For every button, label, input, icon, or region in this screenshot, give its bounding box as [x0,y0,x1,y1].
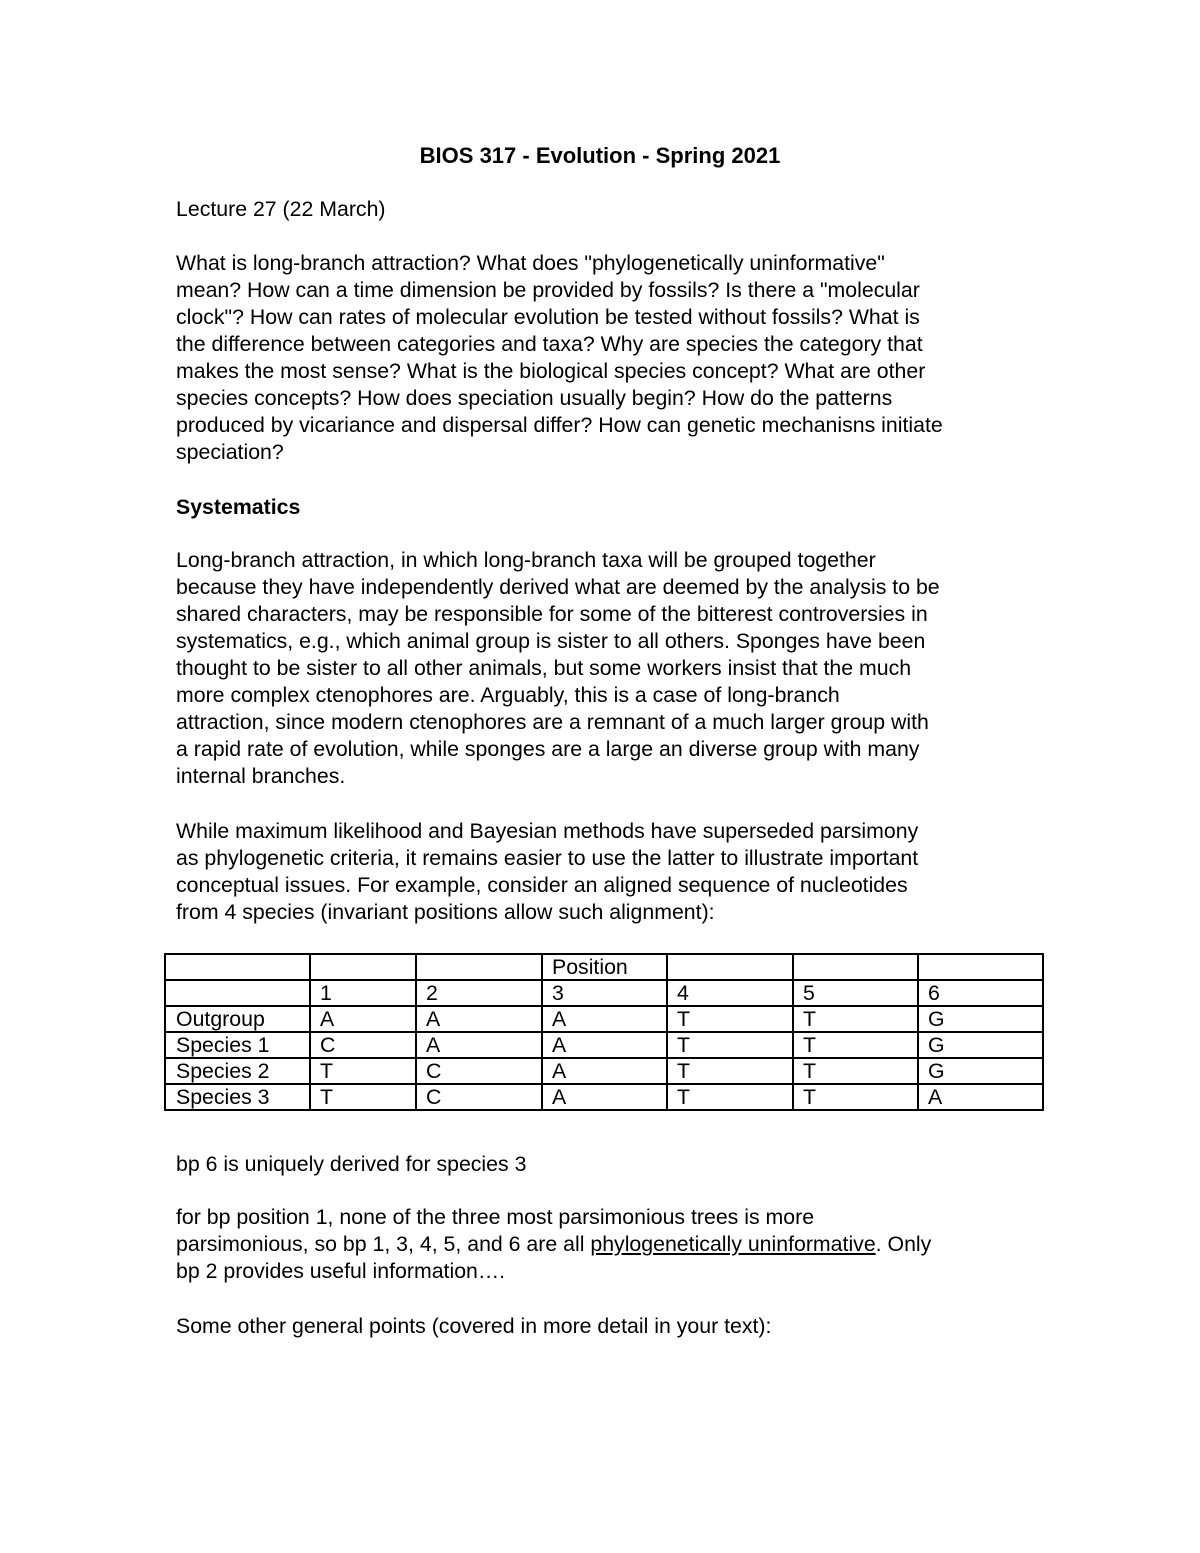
paragraph-line: thought to be sister to all other animals, but some workers insist that the much [176,656,912,680]
bp6-note: bp 6 is uniquely derived for species 3 [176,1152,527,1176]
base-cell: A [542,1032,667,1058]
underlined-term: phylogenetically uninformative [590,1232,876,1256]
paragraph-line: because they have independently derived what are deemed by the analysis to be [176,575,940,599]
paragraph-line: conceptual issues. For example, consider an aligned sequence of nucleotides [176,873,908,897]
base-cell: T [793,1084,918,1110]
position-number: 6 [918,980,1043,1006]
paragraph-line: for bp position 1, none of the three most parsimonious trees is more [176,1205,815,1229]
base-cell: C [416,1058,542,1084]
position-number: 3 [542,980,667,1006]
paragraph-parsimony [176,818,1056,926]
base-cell: C [310,1032,416,1058]
base-cell: T [667,1006,793,1032]
question-line: mean? How can a time dimension be provided by fossils? Is there a "molecular [176,278,920,302]
base-cell: A [416,1006,542,1032]
base-cell: A [542,1058,667,1084]
paragraph-line: While maximum likelihood and Bayesian methods have superseded parsimony [176,819,919,843]
table-cell [918,954,1043,980]
base-cell: C [416,1084,542,1110]
section-heading: Systematics [176,495,301,519]
question-line: produced by vicariance and dispersal differ? How can genetic mechanisns initiate [176,413,943,437]
paragraph-line: internal branches. [176,764,346,788]
base-cell: T [793,1006,918,1032]
table-row [165,1006,1043,1032]
paragraph-line: shared characters, may be responsible for some of the bitterest controversies in [176,602,928,626]
base-cell: T [310,1058,416,1084]
taxon-name: Species 3 [165,1084,310,1110]
base-cell: T [793,1058,918,1084]
question-line: speciation? [176,440,284,464]
base-cell: A [542,1006,667,1032]
taxon-name: Species 1 [165,1032,310,1058]
lecture-line: Lecture 27 (22 March) [176,197,386,221]
taxon-name: Species 2 [165,1058,310,1084]
paragraph-line: bp 2 provides useful information…. [176,1259,506,1283]
position-number: 4 [667,980,793,1006]
position-number: 1 [310,980,416,1006]
table-row [165,1032,1043,1058]
base-cell: T [667,1032,793,1058]
table-row [165,1084,1043,1110]
base-cell: T [667,1084,793,1110]
base-cell: T [793,1032,918,1058]
table-cell [310,954,416,980]
paragraph-general-points: Some other general points (covered in more detail in your text): [176,1314,772,1338]
question-line: clock"? How can rates of molecular evolution be tested without fossils? What is [176,305,920,329]
table-cell [165,980,310,1006]
base-cell: G [918,1058,1043,1084]
question-line: species concepts? How does speciation usually begin? How do the patterns [176,386,893,410]
base-cell: A [542,1084,667,1110]
table-cell [667,954,793,980]
base-cell: A [310,1006,416,1032]
paragraph-line: a rapid rate of evolution, while sponges are a large an diverse group with many [176,737,920,761]
nucleotide-alignment-table [164,953,1044,1111]
text-span: parsimonious, so bp 1, 3, 4, 5, and 6 are all [176,1232,591,1256]
question-line: makes the most sense? What is the biological species concept? What are other [176,359,926,383]
base-cell: G [918,1032,1043,1058]
table-positions-row [165,980,1043,1006]
base-cell: A [416,1032,542,1058]
paragraph-line: attraction, since modern ctenophores are a remnant of a much larger group with [176,710,929,734]
position-number: 5 [793,980,918,1006]
text-span: . Only [875,1232,932,1256]
paragraph-uninformative [176,1204,1056,1285]
study-questions [176,250,1056,466]
paragraph-line: systematics, e.g., which animal group is sister to all others. Sponges have been [176,629,926,653]
table-cell [416,954,542,980]
paragraph-line: more complex ctenophores are. Arguably, this is a case of long-branch [176,683,840,707]
base-cell: T [310,1084,416,1110]
position-header: Position [542,954,667,980]
base-cell: T [667,1058,793,1084]
paragraph-line: Long-branch attraction, in which long-branch taxa will be grouped together [176,548,876,572]
question-line: What is long-branch attraction? What does "phylogenetically uninformative" [176,251,885,275]
question-line: the difference between categories and taxa? Why are species the category that [176,332,923,356]
table-cell [793,954,918,980]
table-row [165,1058,1043,1084]
paragraph-line: from 4 species (invariant positions allow such alignment): [176,900,715,924]
base-cell: A [918,1084,1043,1110]
table-header-row [165,954,1043,980]
paragraph-line [176,1231,1056,1258]
paragraph-line: as phylogenetic criteria, it remains easier to use the latter to illustrate important [176,846,919,870]
paragraph-long-branch [176,547,1056,790]
table-cell [165,954,310,980]
document-title: BIOS 317 - Evolution - Spring 2021 [419,143,781,168]
position-number: 2 [416,980,542,1006]
base-cell: G [918,1006,1043,1032]
taxon-name: Outgroup [165,1006,310,1032]
